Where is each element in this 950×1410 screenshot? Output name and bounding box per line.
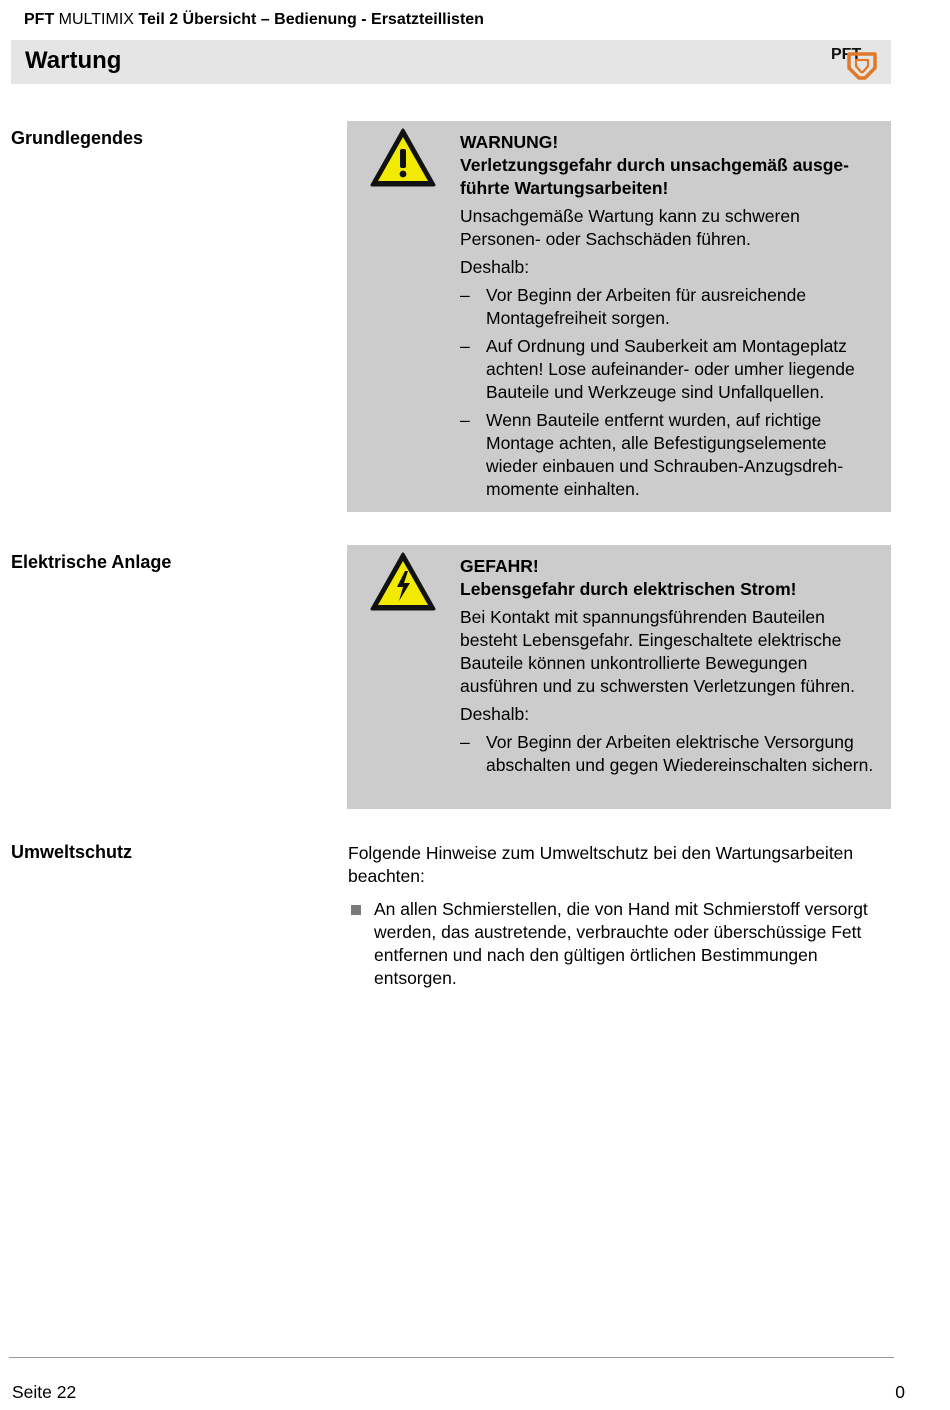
section-label-elektrische-anlage: Elektrische Anlage — [11, 552, 172, 572]
dash-bullet: – — [460, 410, 470, 430]
section-label-grundlegendes: Grundlegendes — [11, 128, 144, 148]
header-subtitle: Teil 2 Übersicht – Bedienung - Ersatzteillisten — [138, 11, 484, 28]
warning-list-item — [460, 409, 877, 501]
header-brand: PFT — [24, 11, 55, 28]
section-label-umweltschutz: Umweltschutz — [11, 842, 133, 862]
square-bullet-icon — [351, 905, 361, 915]
warning-list-item — [460, 335, 877, 404]
warning-list-item — [460, 284, 877, 330]
warning-therefore: Deshalb: — [460, 704, 530, 724]
list-item-text: An allen Schmierstellen, die von Hand mit Schmierstoff versorgt werden, das austretende, verbrauchte oder überschüssige Fett entfernen und nach den gültigen örtlichen Bestimmungen entsorgen. — [374, 899, 868, 988]
footer-revision: 0 — [895, 1382, 905, 1402]
signal-word: WARNUNG! — [460, 132, 559, 152]
dash-bullet: – — [460, 732, 470, 752]
page-title: Wartung — [25, 47, 122, 74]
document-header — [24, 11, 484, 29]
dash-bullet: – — [460, 285, 470, 305]
warning-headline-line-1: Verletzungsgefahr durch unsachgemäß ausge- — [460, 155, 849, 175]
header-product: MULTIMIX — [58, 11, 134, 28]
title-bar — [11, 40, 891, 84]
list-item — [348, 898, 893, 990]
signal-word: GEFAHR! — [460, 556, 539, 576]
footer-divider — [9, 1357, 894, 1358]
warning-exclamation-icon — [369, 127, 437, 189]
warning-list-item-text: Vor Beginn der Arbeiten elektrische Versorgung abschalten und gegen Wiedereinschalten sichern. — [486, 732, 874, 775]
electric-hazard-icon — [369, 551, 437, 613]
warning-box-elektrisch — [347, 545, 891, 809]
pft-logo-icon — [829, 42, 881, 82]
warning-list-item-text: Wenn Bauteile entfernt wurden, auf richtige Montage achten, alle Befestigungselemente wieder einbauen und Schrauben-Anzugsdreh-momente einhalten. — [486, 410, 844, 499]
warning-list-item-text: Auf Ordnung und Sauberkeit am Montageplatz achten! Lose aufeinander- oder umher liegende Bauteile und Werkzeuge sind Unfallquellen. — [486, 336, 855, 402]
logo-text: PFT — [831, 46, 862, 63]
umweltschutz-content — [348, 842, 893, 990]
warning-headline: Lebensgefahr durch elektrischen Strom! — [460, 579, 797, 599]
warning-box-grundlegendes — [347, 121, 891, 512]
footer-page-number: Seite 22 — [12, 1382, 77, 1402]
warning-list-item — [460, 731, 877, 777]
warning-description: Bei Kontakt mit spannungsführenden Bauteilen besteht Lebensgefahr. Eingeschaltete elektrische Bauteile können unkontrollierte Bewegungen ausführen und zu schwersten Verletzungen führen. — [460, 607, 855, 696]
umweltschutz-intro: Folgende Hinweise zum Umweltschutz bei den Wartungsarbeiten beachten: — [348, 843, 854, 886]
warning-description: Unsachgemäße Wartung kann zu schweren Personen- oder Sachschäden führen. — [460, 206, 800, 249]
warning-therefore: Deshalb: — [460, 257, 530, 277]
warning-text-elektrisch — [460, 555, 877, 782]
warning-list-item-text: Vor Beginn der Arbeiten für ausreichende Montagefreiheit sorgen. — [486, 285, 807, 328]
warning-text-grundlegendes — [460, 131, 877, 506]
warning-headline-line-2: führte Wartungsarbeiten! — [460, 178, 669, 198]
dash-bullet: – — [460, 336, 470, 356]
